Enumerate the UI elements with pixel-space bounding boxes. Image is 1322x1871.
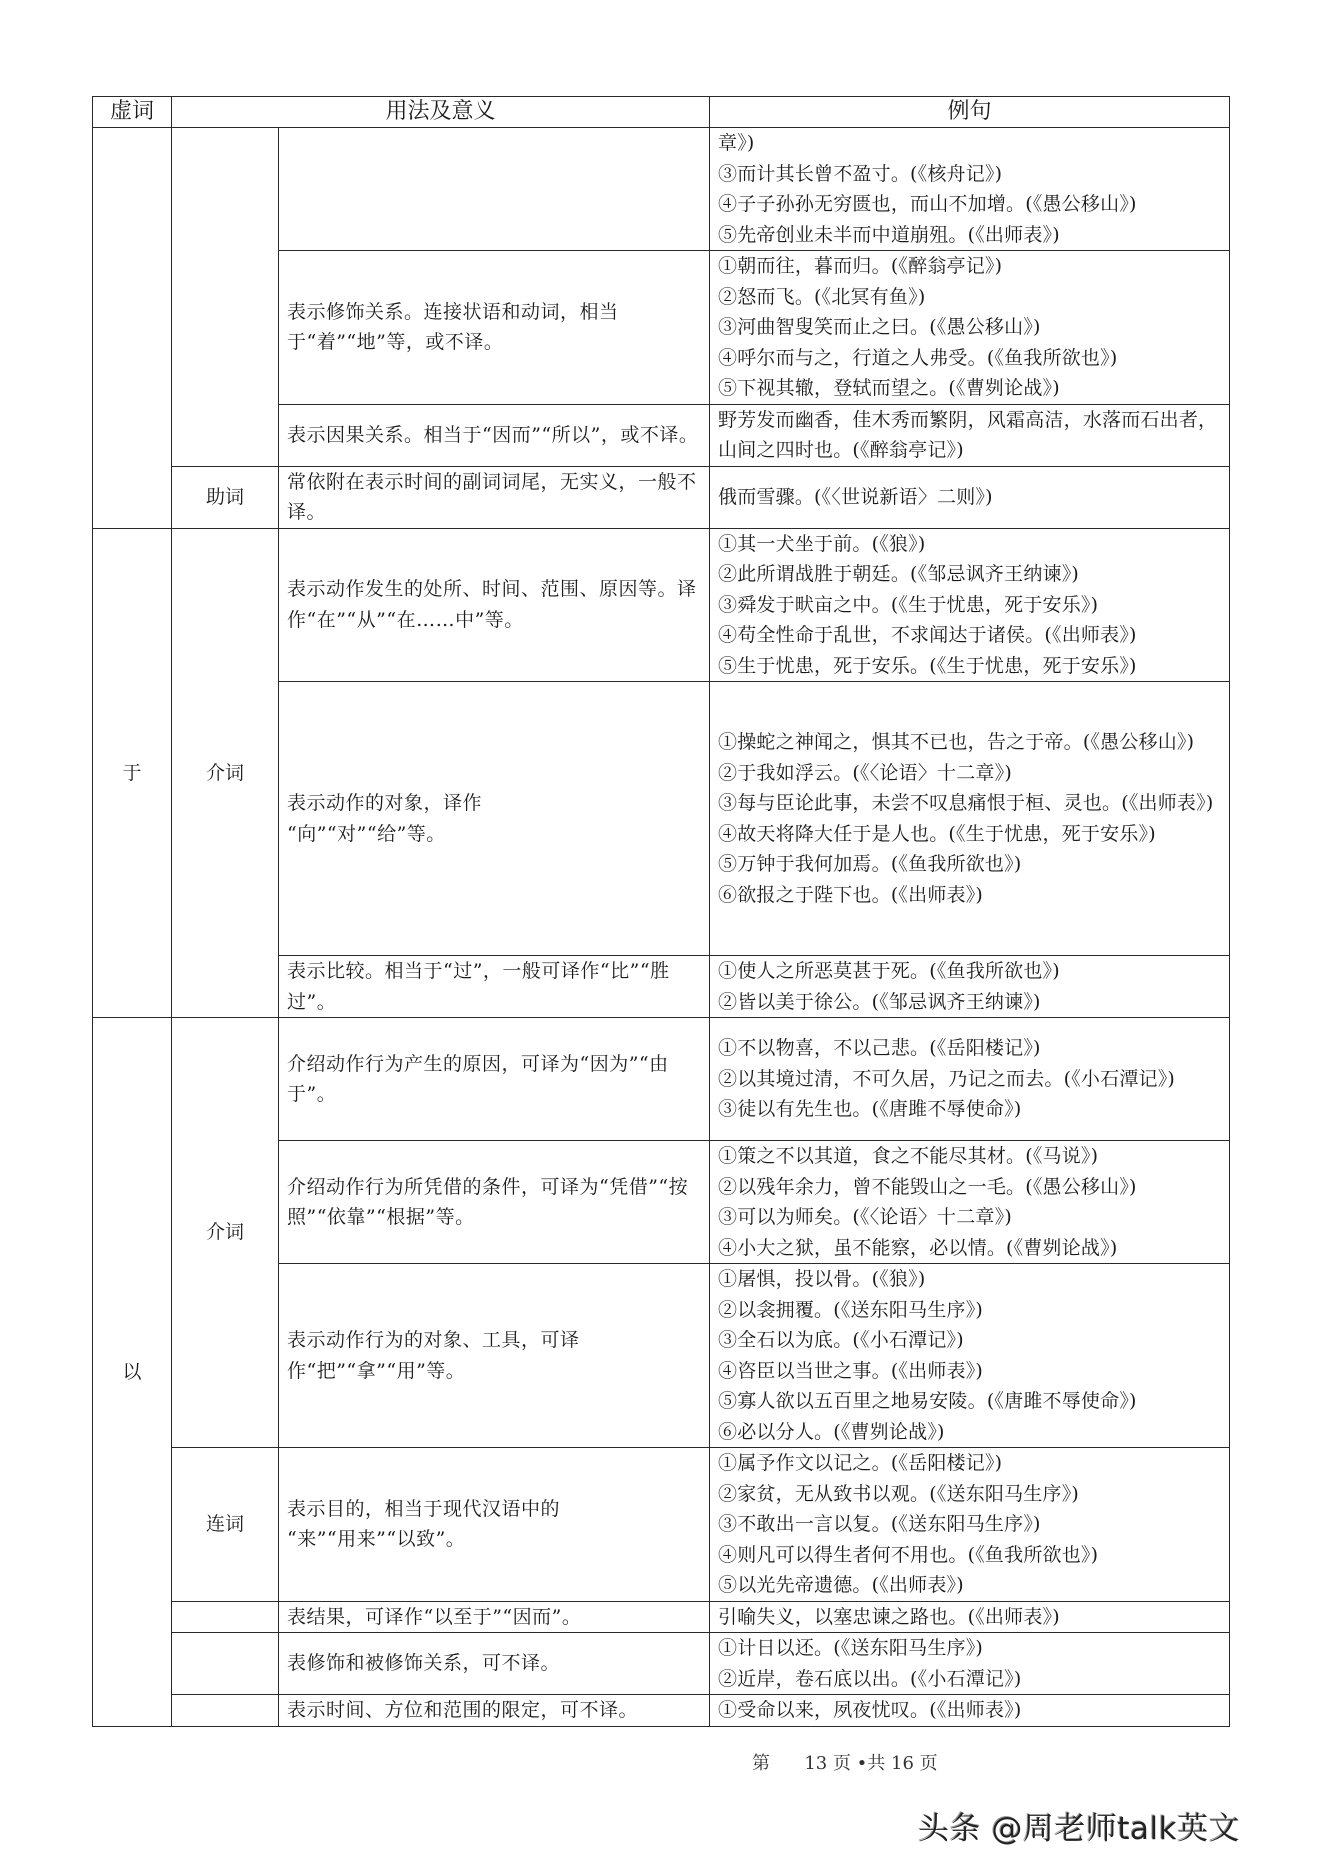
examples-cell [710, 404, 1230, 466]
example-line: 章》) [718, 132, 755, 154]
usage-line: 表示目的，相当于现代汉语中的 [287, 1497, 561, 1520]
example-line: ②以其境过清，不可久居，乃记之而去。(《小石潭记》) [718, 1067, 1176, 1090]
examples-cell [710, 528, 1230, 682]
usage-line: “来”“用来”“以致”。 [287, 1528, 466, 1551]
example-line: ④苟全性命于乱世，不求闻达于诸侯。(《出师表》) [718, 624, 1137, 646]
example-line: ④呼尔而与之，行道之人弗受。(《鱼我所欲也》) [718, 346, 1118, 369]
usage-cell: 表示修饰关系。连接状语和动词，相当于“着”“地”等，或不译。 [279, 251, 710, 405]
examples-cell [710, 466, 1230, 528]
example-line: ⑤寡人欲以五百里之地易安陵。(《唐雎不辱使命》) [718, 1390, 1137, 1412]
example-line: ③不敢出一言以复。(《送东阳马生序》) [718, 1513, 1041, 1535]
example-line: ⑥欲报之于陛下也。(《出师表》) [718, 883, 984, 906]
table-row [93, 466, 1230, 528]
table-row [93, 528, 1230, 682]
pos-cell: 介词 [172, 528, 279, 1018]
example-line: ②以残年余力，曾不能毁山之一毛。(《愚公移山》) [718, 1175, 1137, 1198]
example-line: ①使人之所恶莫甚于死。(《鱼我所欲也》) [718, 960, 1060, 982]
header-example-sentences: 例句 [710, 97, 1230, 128]
usage-cell: 表示动作行为的对象、工具，可译作“把”“拿”“用”等。 [279, 1264, 710, 1448]
example-line: 野芳发而幽香，佳木秀而繁阴，风霜高洁，水落而石出者，山间之四时也。(《醉翁亭记》) [718, 408, 1218, 461]
example-line: ④故天将降大任于是人也。(《生于忧患，死于安乐》) [718, 822, 1156, 845]
example-line: ①属予作文以记之。(《岳阳楼记》) [718, 1452, 1003, 1474]
usage-cell: 表示动作发生的处所、时间、范围、原因等。译作“在”“从”“在……中”等。 [279, 528, 710, 682]
table-row [93, 128, 1230, 251]
header-function-word: 虚词 [93, 97, 172, 128]
example-line: ②家贫，无从致书以观。(《送东阳马生序》) [718, 1482, 1080, 1505]
example-line: ③河曲智叟笑而止之曰。(《愚公移山》) [718, 316, 1041, 338]
example-line: ①屠惧，投以骨。(《狼》) [718, 1268, 926, 1290]
usage-line: 表示动作的对象，译作 [287, 792, 483, 814]
watermark: 头条 @周老师talk英文 [918, 1811, 1241, 1847]
example-line: ②此所谓战胜于朝廷。(《邹忌讽齐王纳谏》) [718, 563, 1080, 585]
example-line: ②以衾拥覆。(《送东阳马生序》) [718, 1298, 984, 1321]
example-line: ①策之不以其道，食之不能尽其材。(《马说》) [718, 1145, 1099, 1167]
example-line: ③舜发于畎亩之中。(《生于忧患，死于安乐》) [718, 593, 1099, 616]
examples-cell [710, 128, 1230, 251]
header-usage-meaning: 用法及意义 [172, 97, 710, 128]
usage-cell: 表示时间、方位和范围的限定，可不译。 [279, 1695, 710, 1727]
examples-cell [710, 1695, 1230, 1727]
table-header-row [93, 97, 1230, 128]
usage-cell: 介绍动作行为所凭借的条件，可译为“凭借”“按照”“依靠”“根据”等。 [279, 1141, 710, 1264]
pos-cell: 介词 [172, 1018, 279, 1448]
usage-cell-er-continued [279, 128, 710, 251]
examples-cell [710, 1601, 1230, 1633]
example-line: ②皆以美于徐公。(《邹忌讽齐王纳谏》) [718, 990, 1041, 1013]
examples-cell [710, 1633, 1230, 1695]
examples-cell [710, 1264, 1230, 1448]
function-word-table [92, 96, 1230, 1727]
word-cell-er-continued [93, 128, 172, 529]
table-row [93, 1448, 1230, 1602]
example-line: ⑤下视其辙，登轼而望之。(《曹刿论战》) [718, 377, 1060, 399]
example-line: ④则凡可以得生者何不用也。(《鱼我所欲也》) [718, 1543, 1099, 1566]
table-row [93, 1018, 1230, 1141]
example-line: ②怒而飞。(《北冥有鱼》) [718, 285, 926, 308]
usage-cell: 常依附在表示时间的副词词尾，无实义，一般不译。 [279, 466, 710, 528]
example-line: ①操蛇之神闻之，惧其不已也，告之于帝。(《愚公移山》) [718, 731, 1195, 753]
example-line: ①朝而往，暮而归。(《醉翁亭记》) [718, 255, 1003, 277]
example-line: 俄而雪骤。(《〈世说新语〉二则》) [718, 485, 993, 508]
pos-cell-empty [172, 1633, 279, 1695]
example-line: ④咨臣以当世之事。(《出师表》) [718, 1359, 984, 1382]
usage-cell: 介绍动作行为产生的原因，可译为“因为”“由于”。 [279, 1018, 710, 1141]
pos-cell-er-continued [172, 128, 279, 467]
page-number: 第 13 页 •共 16 页 [752, 1753, 938, 1774]
pos-cell: 连词 [172, 1448, 279, 1602]
usage-cell [279, 682, 710, 956]
examples-cell [710, 682, 1230, 956]
example-line: ③徒以有先生也。(《唐雎不辱使命》) [718, 1098, 1022, 1121]
examples-cell [710, 956, 1230, 1018]
word-cell-yu: 于 [93, 528, 172, 1018]
example-line: ①计日以还。(《送东阳马生序》) [718, 1637, 984, 1659]
word-cell-yi: 以 [93, 1018, 172, 1727]
example-line: ④子子孙孙无穷匮也，而山不加增。(《愚公移山》) [718, 193, 1137, 215]
example-line: ③每与臣论此事，未尝不叹息痛恨于桓、灵也。(《出师表》) [718, 792, 1214, 814]
table-row [93, 1695, 1230, 1727]
table-row [93, 1633, 1230, 1695]
pos-cell-empty [172, 1601, 279, 1633]
example-line: ③而计其长曾不盈寸。(《核舟记》) [718, 162, 1003, 185]
example-line: ③全石以为底。(《小石潭记》) [718, 1329, 964, 1351]
usage-line: “向”“对”“给”等。 [287, 822, 446, 845]
example-line: ③可以为师矣。(《〈论语〉十二章》) [718, 1206, 1012, 1228]
example-line: ④小大之狱，虽不能察，必以情。(《曹刿论战》) [718, 1236, 1118, 1259]
usage-cell: 表示比较。相当于“过”，一般可译作“比”“胜过”。 [279, 956, 710, 1018]
example-line: ⑤先帝创业未半而中道崩殂。(《出师表》) [718, 223, 1060, 246]
examples-cell [710, 1141, 1230, 1264]
usage-cell: 表结果，可译作“以至于”“因而”。 [279, 1601, 710, 1633]
example-line: ⑤生于忧患，死于安乐。(《生于忧患，死于安乐》) [718, 654, 1137, 677]
table-row [93, 1601, 1230, 1633]
pos-cell: 助词 [172, 466, 279, 528]
example-line: ①受命以来，夙夜忧叹。(《出师表》) [718, 1699, 1022, 1721]
usage-cell: 表修饰和被修饰关系，可不译。 [279, 1633, 710, 1695]
pos-cell-empty [172, 1695, 279, 1727]
examples-cell [710, 1018, 1230, 1141]
example-line: ②近岸，卷石底以出。(《小石潭记》) [718, 1667, 1022, 1690]
example-line: ⑤万钟于我何加焉。(《鱼我所欲也》) [718, 853, 1022, 875]
example-line: ①其一犬坐于前。(《狼》) [718, 532, 926, 555]
example-line: ②于我如浮云。(《〈论语〉十二章》) [718, 761, 1012, 784]
usage-cell [279, 1448, 710, 1602]
example-line: ①不以物喜，不以己悲。(《岳阳楼记》) [718, 1037, 1041, 1060]
usage-cell: 表示因果关系。相当于“因而”“所以”，或不译。 [279, 404, 710, 466]
example-line: 引喻失义，以塞忠谏之路也。(《出师表》) [718, 1605, 1060, 1628]
example-line: ⑤以光先帝遗德。(《出师表》) [718, 1574, 964, 1596]
examples-cell [710, 251, 1230, 405]
examples-cell [710, 1448, 1230, 1602]
example-line: ⑥必以分人。(《曹刿论战》) [718, 1420, 945, 1443]
